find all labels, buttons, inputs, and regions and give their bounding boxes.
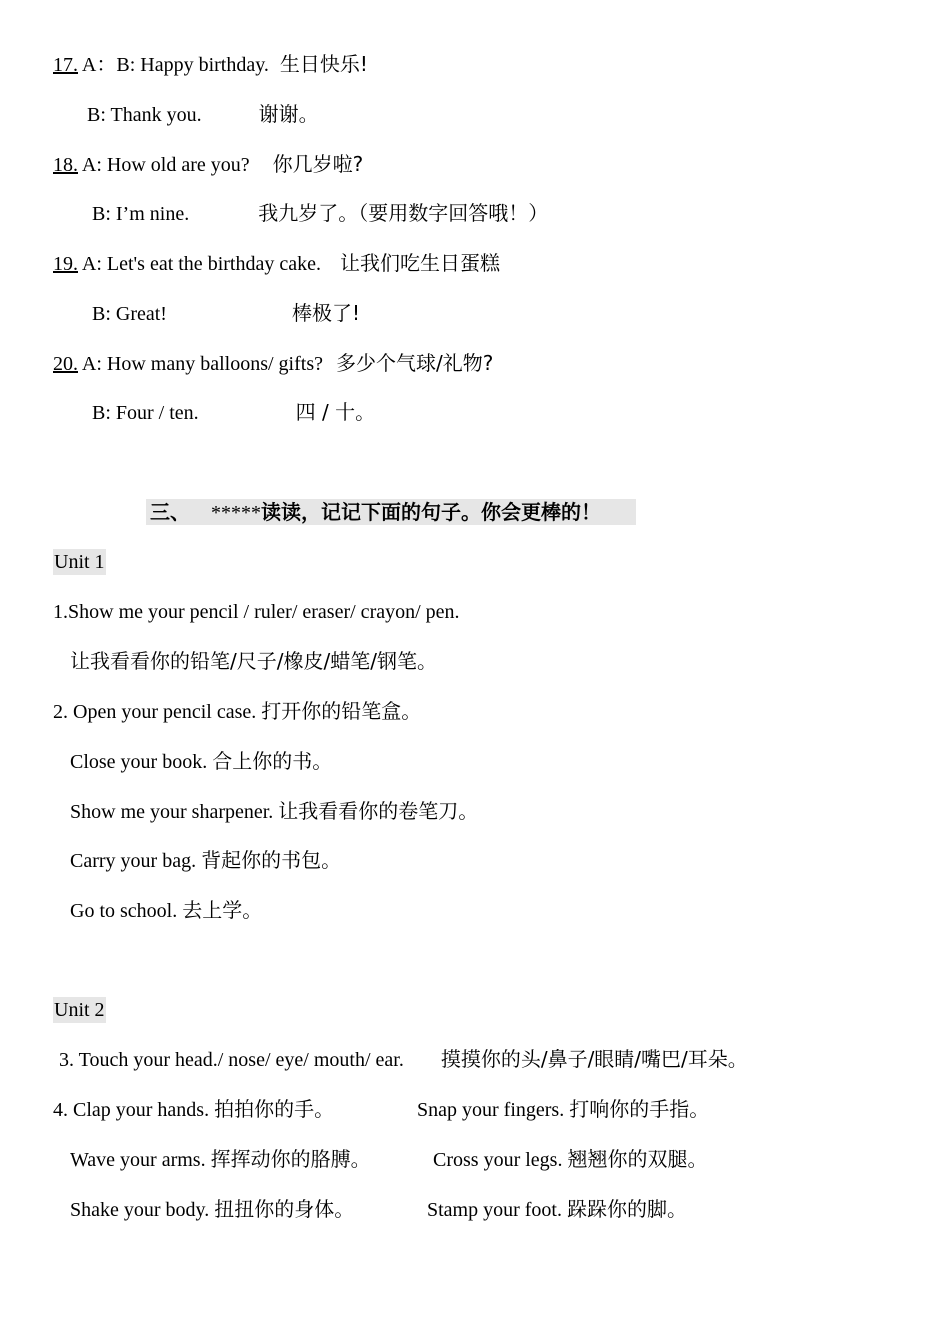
sentence-en: 3. Touch your head./ nose/ eye/ mouth/ ear. (59, 1049, 404, 1071)
item-number: 18. (53, 154, 78, 176)
dialogue-zh: 我九岁了。（要用数字回答哦！） (258, 201, 549, 225)
section-prefix: 三、 (150, 500, 190, 524)
unit1-line-3 (70, 748, 332, 775)
sentence-zh: 打开你的铅笔盒。 (261, 699, 422, 723)
sentence-en: Carry your bag. (70, 850, 197, 872)
section-stars: ***** (210, 502, 261, 524)
sentence-en: 1.Show me your pencil / ruler/ eraser/ crayon/ pen. (53, 601, 460, 623)
unit-1-label: Unit 1 (54, 551, 105, 573)
dialogue-en: B: I’m nine. (92, 203, 190, 225)
dialogue-zh: 生日快乐! (279, 52, 368, 76)
unit1-line-6 (70, 897, 262, 924)
unit1-line-5 (70, 847, 341, 874)
dialogue-en: A: How many balloons/ gifts? (81, 353, 323, 375)
dialogue-en: A: How old are you? (81, 154, 250, 176)
dialogue-en: B: Great! (92, 303, 167, 325)
unit2-line-2b (417, 1096, 709, 1123)
item-number: 17. (53, 54, 78, 76)
sentence-en: 4. Clap your hands. (53, 1099, 210, 1121)
dialogue-18-b (92, 200, 548, 227)
section-heading (146, 499, 636, 525)
dialogue-en: A: Let's eat the birthday cake. (81, 253, 321, 275)
sentence-en: Cross your legs. (433, 1149, 563, 1171)
unit2-line-1 (59, 1046, 748, 1073)
dialogue-en: A：B: Happy birthday. (81, 54, 269, 76)
dialogue-19-b (92, 300, 360, 327)
dialogue-zh: 多少个气球/礼物? (336, 351, 494, 375)
unit2-line-2a (53, 1096, 334, 1123)
sentence-zh: 去上学。 (182, 898, 263, 922)
sentence-en: 2. Open your pencil case. (53, 701, 257, 723)
sentence-en: Wave your arms. (70, 1149, 206, 1171)
unit2-line-4a (70, 1196, 354, 1223)
unit1-line-1-zh (70, 648, 437, 675)
sentence-en: Shake your body. (70, 1199, 210, 1221)
unit1-line-4 (70, 798, 478, 825)
dialogue-zh: 让我们吃生日蛋糕 (339, 251, 500, 275)
sentence-zh: 摸摸你的头/鼻子/眼睛/嘴巴/耳朵。 (440, 1047, 748, 1071)
sentence-zh: 挥挥动你的胳膊。 (210, 1147, 371, 1171)
dialogue-20-b (92, 399, 375, 426)
section-title: 读读，记记下面的句子。你会更棒的！ (260, 500, 601, 524)
sentence-zh: 合上你的书。 (212, 749, 333, 773)
sentence-zh: 让我看看你的卷笔刀。 (278, 799, 479, 823)
sentence-en: Stamp your foot. (427, 1199, 562, 1221)
unit1-line-1 (53, 599, 460, 625)
item-number: 19. (53, 253, 78, 275)
sentence-zh: 翘翘你的双腿。 (567, 1147, 708, 1171)
sentence-en: Snap your fingers. (417, 1099, 565, 1121)
unit2-line-4b (427, 1196, 687, 1223)
sentence-zh: 打响你的手指。 (569, 1097, 710, 1121)
item-number: 20. (53, 353, 78, 375)
sentence-zh: 跺跺你的脚。 (567, 1197, 687, 1221)
sentence-zh: 扭扭你的身体。 (214, 1197, 355, 1221)
unit2-line-3a (70, 1146, 371, 1173)
dialogue-en: B: Thank you. (87, 104, 202, 126)
dialogue-19-a (53, 250, 500, 277)
dialogue-17-a (53, 51, 368, 78)
sentence-en: Go to school. (70, 900, 178, 922)
sentence-en: Close your book. (70, 751, 208, 773)
dialogue-18-a (53, 151, 363, 178)
unit-2-label: Unit 2 (54, 999, 105, 1021)
sentence-zh: 让我看看你的铅笔/尺子/橡皮/蜡笔/钢笔。 (70, 649, 437, 673)
dialogue-zh: 你几岁啦? (272, 152, 364, 176)
sentence-zh: 拍拍你的手。 (214, 1097, 335, 1121)
unit1-line-2 (53, 698, 421, 725)
sentence-en: Show me your sharpener. (70, 801, 274, 823)
dialogue-zh: 谢谢。 (258, 102, 319, 126)
dialogue-en: B: Four / ten. (92, 402, 199, 424)
sentence-zh: 背起你的书包。 (201, 848, 342, 872)
dialogue-zh: 棒极了! (291, 301, 361, 325)
unit2-line-3b (433, 1146, 707, 1173)
dialogue-20-a (53, 350, 493, 377)
dialogue-zh: 四 / 十。 (295, 400, 376, 424)
dialogue-17-b (87, 101, 319, 128)
